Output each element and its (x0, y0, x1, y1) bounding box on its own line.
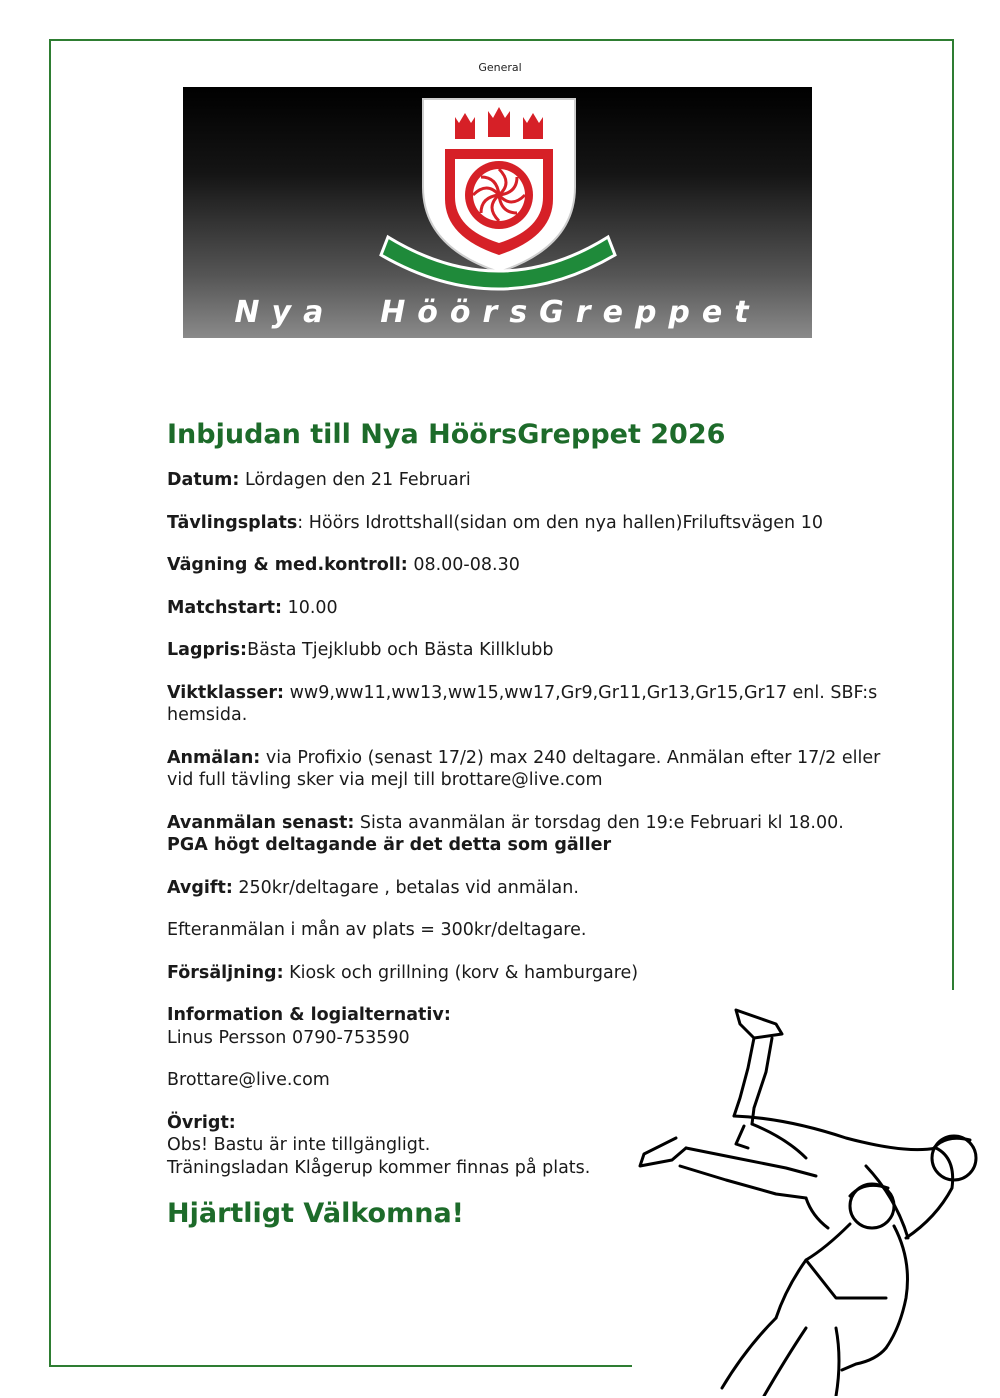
detail-matchstart: Matchstart: 10.00 (167, 597, 338, 618)
detail-anmalan: Anmälan: via Profixio (senast 17/2) max 240 deltagare. Anmälan efter 17/2 eller vid full tävling sker via mejl till brottare@live.com (167, 747, 881, 790)
detail-information: Information & logialternativ: Linus Persson 0790-753590 (167, 1005, 451, 1048)
welcome-text: Hjärtligt Välkomna! (167, 1198, 464, 1229)
banner (183, 87, 812, 338)
detail-ovrigt: Övrigt: Obs! Bastu är inte tillgängligt. Träningsladan Klågerup kommer finnas på plats. (167, 1112, 591, 1178)
detail-avgift: Avgift: 250kr/deltagare , betalas vid anmälan. (167, 877, 579, 898)
classification-label: General (478, 61, 522, 74)
page-title: Inbjudan till Nya HöörsGreppet 2026 (167, 419, 726, 450)
detail-forsaljning: Försäljning: Kiosk och grillning (korv & hamburgare) (167, 962, 639, 983)
detail-efteranmalan: Efteranmälan i mån av plats = 300kr/deltagare. (167, 920, 587, 940)
detail-email: Brottare@live.com (167, 1070, 330, 1090)
detail-tavlingsplats: Tävlingsplats: Höörs Idrottshall(sidan om den nya hallen)Friluftsvägen 10 (167, 512, 823, 533)
wrestlers-illustration-icon (636, 998, 996, 1396)
banner-title: Nya HöörsGreppet (234, 295, 761, 330)
detail-vagning: Vägning & med.kontroll: 08.00-08.30 (167, 555, 520, 575)
detail-datum: Datum: Lördagen den 21 Februari (167, 470, 471, 490)
detail-viktklasser: Viktklasser: ww9,ww11,ww13,ww15,ww17,Gr9,Gr11,Gr13,Gr15,Gr17 enl. SBF:s hemsida. (167, 682, 878, 725)
detail-lagpris: Lagpris:Bästa Tjejklubb och Bästa Killklubb (167, 640, 554, 660)
detail-avanmalan: Avanmälan senast: Sista avanmälan är torsdag den 19:e Februari kl 18.00. PGA högt deltagande är det detta som gäller (167, 812, 844, 855)
